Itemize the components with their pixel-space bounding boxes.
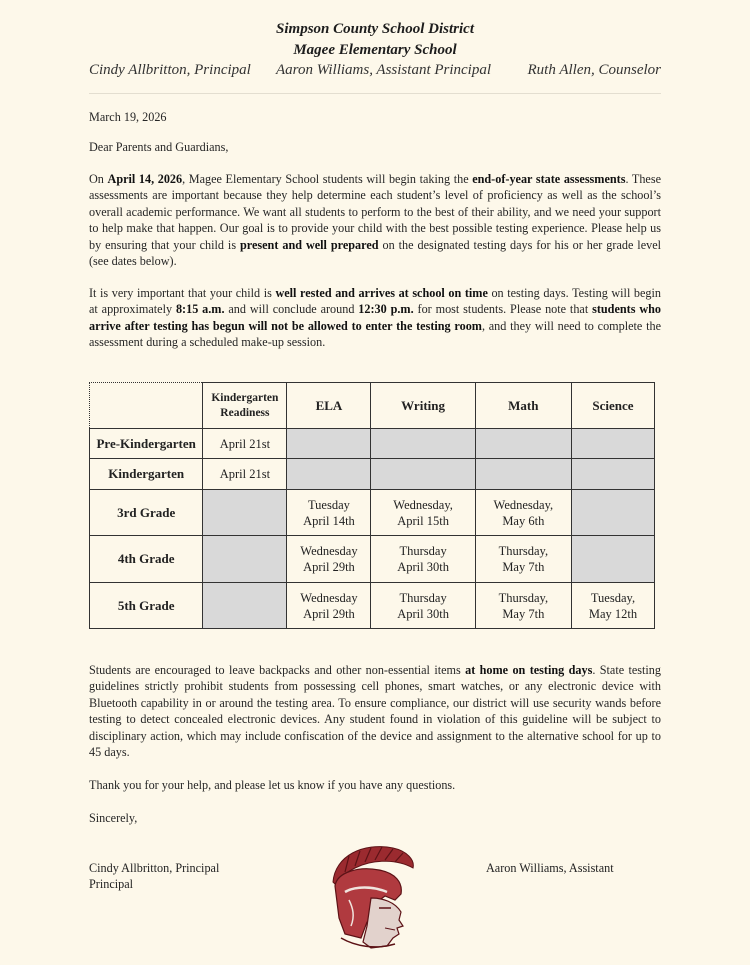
- row-label: Kindergarten: [90, 459, 203, 490]
- closing: Sincerely,: [89, 811, 138, 825]
- table-cell: Wednesday April 29th: [287, 536, 371, 583]
- spartan-mascot-logo: [315, 842, 417, 952]
- paragraph-3: Students are encouraged to leave backpacks and other non-essential items at home on testing days. State testing guidelines strictly prohibit students from possessing cell phones, smart watches, or any electronic device with Bluetooth capability in or around the testing area. To ensure compliance, our district will use security wands before testing to detect concealed electronic devices. Any student found in violation of this guideline will be subject to disciplinary action, which may include confiscation of the device and assignment to the alternative school for up to 45 days.: [89, 663, 661, 760]
- table-cell: Thursday April 30th: [371, 536, 475, 583]
- empty-cell: [203, 490, 287, 536]
- letter-date: March 19, 2026: [89, 110, 167, 124]
- col-writing: Writing: [371, 383, 475, 429]
- table-corner-cell: [90, 383, 203, 429]
- header-divider: [89, 93, 661, 94]
- signature-left: [89, 860, 219, 893]
- salutation: Dear Parents and Guardians,: [89, 140, 229, 154]
- table-cell: Tuesday April 14th: [287, 490, 371, 536]
- empty-cell: [571, 429, 654, 459]
- header-assistant-principal: Aaron Williams, Assistant Principal: [276, 62, 492, 78]
- empty-cell: [475, 459, 571, 490]
- table-cell: Thursday, May 7th: [475, 583, 571, 629]
- table-row: [90, 536, 655, 583]
- paragraph-2: It is very important that your child is well rested and arrives at school on time on testing days. Testing will begin at approximately 8:15 a.m. and will conclude around 12:30 p.m. for most students. Please note that students who arrive after testing has begun will not be allowed to enter the testing room, and they will need to complete the assessment during a scheduled make-up session.: [89, 286, 661, 350]
- table-cell: Thursday, May 7th: [475, 536, 571, 583]
- table-cell: April 21st: [203, 459, 287, 490]
- table-cell: Wednesday, May 6th: [475, 490, 571, 536]
- table-header-row: [90, 383, 655, 429]
- empty-cell: [571, 459, 654, 490]
- empty-cell: [571, 536, 654, 583]
- col-math: Math: [475, 383, 571, 429]
- table-row: [90, 490, 655, 536]
- table-row: [90, 429, 655, 459]
- school-name: Magee Elementary School: [293, 42, 457, 58]
- col-ela: ELA: [287, 383, 371, 429]
- row-label: 3rd Grade: [90, 490, 203, 536]
- signature-right: Aaron Williams, Assistant: [486, 861, 614, 875]
- empty-cell: [371, 429, 475, 459]
- col-science: Science: [571, 383, 654, 429]
- table-cell: Wednesday, April 15th: [371, 490, 475, 536]
- empty-cell: [203, 536, 287, 583]
- table-cell: Wednesday April 29th: [287, 583, 371, 629]
- empty-cell: [203, 583, 287, 629]
- testing-schedule-table: [89, 382, 655, 629]
- table-cell: Thursday April 30th: [371, 583, 475, 629]
- row-label: 4th Grade: [90, 536, 203, 583]
- empty-cell: [371, 459, 475, 490]
- paragraph-4: Thank you for your help, and please let us know if you have any questions.: [89, 778, 456, 792]
- header-principal: Cindy Allbritton, Principal: [89, 62, 251, 78]
- col-kindergarten-readiness: Kindergarten Readiness: [203, 383, 287, 429]
- table-row: [90, 459, 655, 490]
- row-label: 5th Grade: [90, 583, 203, 629]
- empty-cell: [475, 429, 571, 459]
- empty-cell: [287, 429, 371, 459]
- empty-cell: [571, 490, 654, 536]
- empty-cell: [287, 459, 371, 490]
- table-row: [90, 583, 655, 629]
- row-label: Pre-Kindergarten: [90, 429, 203, 459]
- district-name: Simpson County School District: [276, 21, 474, 37]
- paragraph-1: On April 14, 2026, Magee Elementary School students will begin taking the end-of-year state assessments. These assessments are important because they help determine each student’s level of proficiency as well as the school’s overall academic performance. We want all students to perform to the best of their ability, and we need your support to help make that happen. Our goal is to provide your child with the best possible testing experience. Please help us by ensuring that your child is present and well prepared on the designated testing days for his or her grade level (see dates below).: [89, 172, 661, 269]
- table-cell: April 21st: [203, 429, 287, 459]
- table-cell: Tuesday, May 12th: [571, 583, 654, 629]
- header-counselor: Ruth Allen, Counselor: [527, 62, 661, 78]
- signature-left-title: Principal: [89, 877, 134, 892]
- signature-left-name: Cindy Allbritton, Principal: [89, 861, 220, 875]
